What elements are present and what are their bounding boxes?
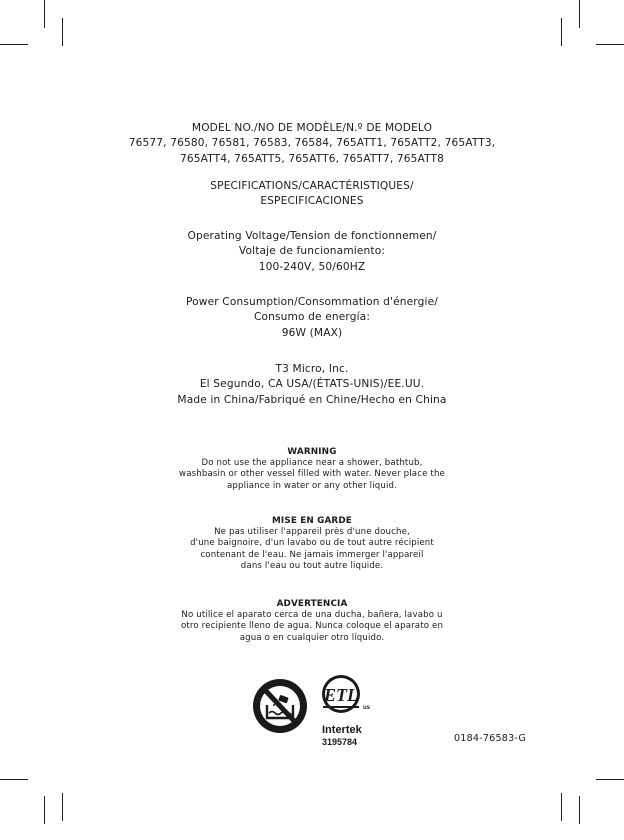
warning-french — [0, 515, 624, 573]
warning-text: Ne pas utiliser l'appareil près d'une douche, — [214, 527, 410, 537]
warning-text: otro recipiente lleno de agua. Nunca coloque el aparato en — [180, 621, 444, 632]
model-numbers-line: 76577, 76580, 76581, 76583, 76584, 765ATT1, 765ATT2, 765ATT3, — [128, 137, 496, 150]
voltage-label: Voltaje de funcionamiento: — [238, 245, 386, 258]
crop-mark — [62, 793, 63, 821]
crop-mark — [579, 796, 580, 824]
voltage-label: Operating Voltage/Tension de fonctionnemen/ — [187, 230, 437, 242]
part-number: 0184-76583-G — [454, 733, 527, 744]
warning-text: d'une baignoire, d'un lavabo ou de tout autre récipient — [190, 538, 434, 549]
specs-title-line: SPECIFICATIONS/CARACTÉRISTIQUES/ — [210, 180, 414, 192]
warning-text: washbasin or other vessel filled with water. Never place the — [179, 469, 445, 480]
warning-text: agua o en cualquier otro líquido. — [239, 632, 385, 643]
warning-text: dans l'eau ou tout autre liquide. — [240, 561, 384, 572]
crop-mark — [0, 44, 28, 45]
warning-english — [0, 446, 624, 492]
warning-title: MISE EN GARDE — [272, 516, 352, 526]
power-value: 96W (MAX) — [281, 326, 343, 339]
warning-text: No utilice el aparato cerca de una ducha, bañera, lavabo u — [181, 610, 443, 620]
model-numbers-line: 765ATT4, 765ATT5, 765ATT6, 765ATT7, 765ATT8 — [179, 152, 445, 165]
crop-mark — [62, 18, 63, 46]
crop-mark — [44, 0, 45, 28]
etl-mark-text: ETL — [324, 685, 358, 705]
model-section — [0, 121, 624, 167]
warning-text: Do not use the appliance near a shower, bathtub, — [201, 458, 423, 468]
manufacturer-origin: Made in China/Fabriqué en Chine/Hecho en China — [177, 393, 447, 406]
specs-title-line: ESPECIFICACIONES — [260, 195, 364, 208]
crop-mark — [561, 793, 562, 821]
power-section — [0, 295, 624, 341]
warning-title: ADVERTENCIA — [276, 599, 348, 609]
manufacturer-address: El Segundo, CA USA/(ÉTATS-UNIS)/EE.UU. — [199, 378, 425, 391]
specifications-title — [0, 179, 624, 210]
crop-mark — [596, 779, 624, 780]
crop-mark — [0, 779, 28, 780]
manufacturer-section — [0, 362, 624, 408]
power-label: Consumo de energía: — [253, 311, 371, 324]
etl-listed-mark-icon — [322, 675, 371, 747]
intertek-brand: Intertek — [322, 724, 362, 736]
crop-mark — [561, 18, 562, 46]
crop-mark — [44, 796, 45, 824]
crop-mark — [579, 0, 580, 28]
manufacturer-name: T3 Micro, Inc. — [275, 363, 349, 375]
power-label: Power Consumption/Consommation d'énergie/ — [186, 296, 438, 308]
warning-spanish — [0, 598, 624, 644]
voltage-section — [0, 229, 624, 275]
certification-icons — [252, 672, 392, 752]
icons-svg — [252, 672, 392, 752]
intertek-number: 3195784 — [322, 737, 358, 747]
model-header: MODEL NO./NO DE MODÈLE/N.º DE MODELO — [191, 122, 433, 134]
warning-text: contenant de l'eau. Ne jamais immerger l'appareil — [200, 549, 424, 560]
warning-title: WARNING — [287, 447, 337, 457]
warning-text: appliance in water or any other liquid. — [227, 480, 397, 491]
crop-mark — [596, 44, 624, 45]
etl-country: us — [363, 705, 371, 711]
voltage-value: 100-240V, 50/60HZ — [258, 260, 366, 273]
no-water-immersion-icon — [253, 679, 307, 733]
